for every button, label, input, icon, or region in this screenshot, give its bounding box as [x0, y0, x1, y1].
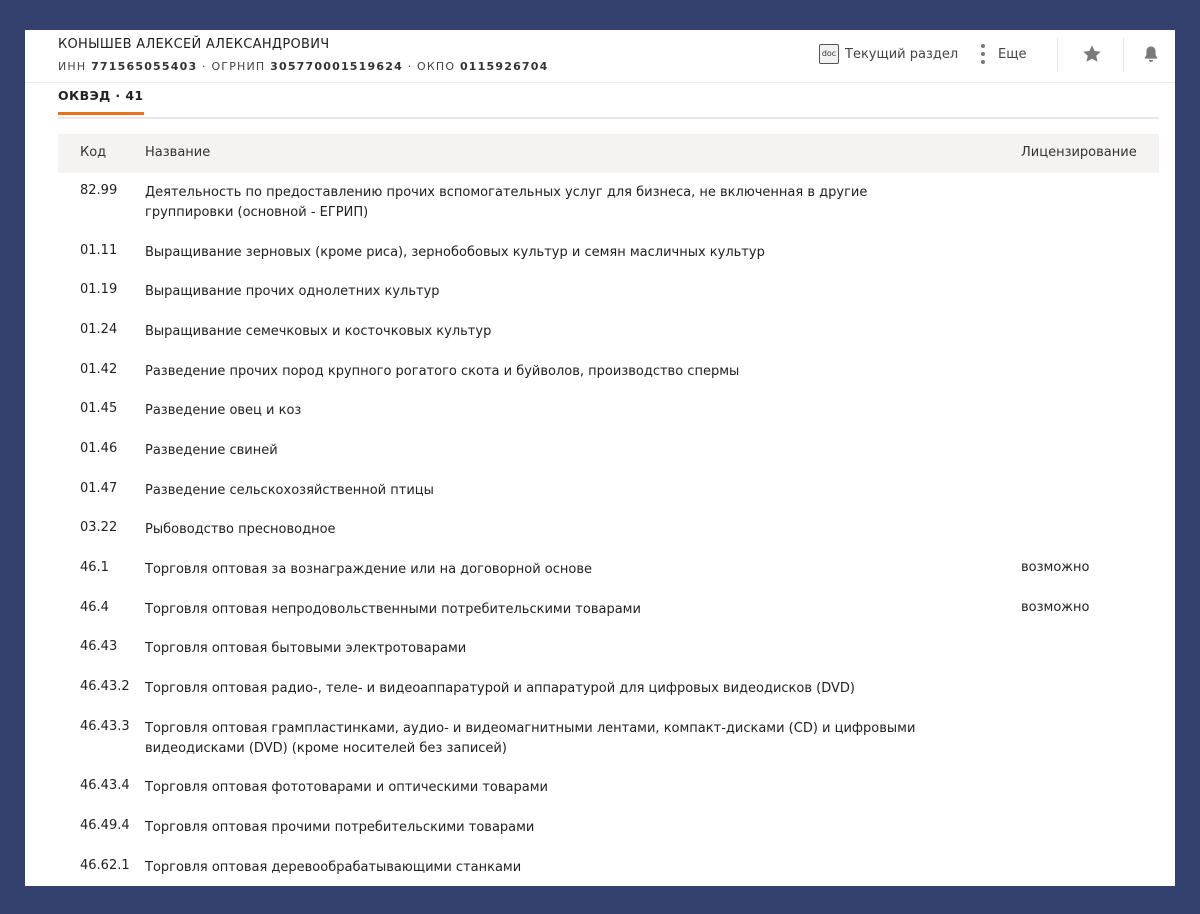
company-ids: [58, 60, 549, 73]
okved-name: Разведение сельскохозяйственной птицы: [145, 482, 434, 498]
okved-name: Деятельность по предоставлению прочих вспомогательных услуг для бизнеса, не включенная в другие группировки (основной - ЕГРИП): [145, 185, 868, 220]
okved-name: Торговля оптовая бытовыми электротоварами: [145, 641, 467, 657]
okved-name: Торговля оптовая непродовольственными потребительскими товарами: [145, 601, 641, 617]
table-row: [58, 272, 1159, 312]
more-label: Еще: [998, 46, 1027, 62]
company-name: КОНЫШЕВ АЛЕКСЕЙ АЛЕКСАНДРОВИЧ: [58, 37, 330, 52]
current-section-button[interactable]: [819, 30, 958, 78]
favorite-button[interactable]: [1081, 30, 1103, 78]
toolbar-divider: [1123, 38, 1124, 72]
okved-code: 03.22: [80, 520, 118, 536]
okved-code: 46.4: [80, 599, 109, 615]
okved-name: Торговля оптовая фототоварами и оптическими товарами: [145, 780, 548, 796]
table-row: [58, 629, 1159, 669]
table-header: [58, 134, 1159, 173]
table-row: [58, 590, 1159, 630]
okved-code: 46.43.4: [80, 778, 130, 794]
okved-name: Торговля оптовая деревообрабатывающими станками: [145, 859, 522, 875]
licensing-status: возможно: [1021, 560, 1090, 575]
more-button[interactable]: [980, 30, 1026, 78]
table-row: [58, 431, 1159, 471]
doc-icon: doc: [819, 44, 839, 64]
main-card: [25, 30, 1175, 886]
okved-code: 46.49.4: [80, 817, 130, 833]
table-row: [58, 709, 1159, 769]
okved-name: Рыбоводство пресноводное: [145, 522, 336, 538]
id-separator: ·: [202, 60, 207, 73]
okved-name: Торговля оптовая радио-, теле- и видеоаппаратурой и аппаратурой для цифровых видеодисков (DVD): [145, 681, 855, 697]
okved-code: 46.62.1: [80, 857, 130, 873]
table-row: [58, 352, 1159, 392]
table-row: [58, 391, 1159, 431]
okved-name: Выращивание семечковых и косточковых культур: [145, 323, 492, 339]
table-row: [58, 848, 1159, 886]
toolbar-divider: [1057, 38, 1058, 72]
column-header-licensing: Лицензирование: [1021, 145, 1137, 160]
okved-code: 46.43.3: [80, 718, 130, 734]
okved-table: [58, 134, 1159, 886]
okved-code: 01.46: [80, 440, 118, 456]
okved-name: Выращивание зерновых (кроме риса), зернобобовых культур и семян масличных культур: [145, 244, 765, 260]
table-row: [58, 808, 1159, 848]
okved-code: 01.24: [80, 321, 118, 337]
inn-label: ИНН: [58, 60, 87, 73]
id-separator: ·: [407, 60, 413, 73]
okved-code: 46.43.2: [80, 679, 130, 695]
table-row: [58, 173, 1159, 233]
table-row: [58, 471, 1159, 511]
star-icon: [1081, 43, 1103, 65]
okved-name: Разведение свиней: [145, 442, 278, 458]
table-row: [58, 233, 1159, 273]
company-header: [25, 30, 1175, 83]
okpo-label: ОКПО: [417, 60, 456, 73]
current-section-label: Текущий раздел: [845, 46, 959, 62]
ogrnip-value: 305770001519624: [270, 60, 403, 73]
okved-code: 46.43: [80, 639, 118, 655]
okved-name: Разведение овец и коз: [145, 403, 302, 419]
column-header-name: Название: [145, 145, 211, 160]
okved-name: Торговля оптовая прочими потребительскими товарами: [145, 819, 535, 835]
table-row: [58, 550, 1159, 590]
okved-code: 01.11: [80, 242, 118, 258]
table-row: [58, 312, 1159, 352]
okved-name: Торговля оптовая грампластинками, аудио- и видеомагнитными лентами, компакт-дисками (CD) и цифровыми видеодисками (DVD) (кроме носителей без записей): [145, 720, 916, 756]
okved-code: 01.42: [80, 361, 118, 377]
okved-code: 01.19: [80, 282, 118, 298]
toolbar: [805, 30, 1175, 82]
okved-name: Торговля оптовая за вознаграждение или на договорной основе: [145, 562, 593, 577]
okved-name: Разведение прочих пород крупного рогатого скота и буйволов, производство спермы: [145, 363, 740, 379]
table-row: [58, 510, 1159, 550]
licensing-status: возможно: [1021, 599, 1090, 615]
column-header-code: Код: [80, 145, 107, 160]
section-tabs: [58, 82, 1159, 119]
okved-code: 82.99: [80, 183, 118, 198]
okpo-value: 0115926704: [459, 60, 549, 73]
okved-name: Выращивание прочих однолетних культур: [145, 284, 440, 300]
table-row: [58, 669, 1159, 709]
okved-code: 46.1: [80, 560, 109, 575]
ogrnip-label: ОГРНИП: [211, 60, 266, 73]
bell-icon: [1141, 43, 1161, 65]
table-row: [58, 768, 1159, 808]
inn-value: 771565055403: [91, 60, 198, 73]
okved-code: 01.45: [80, 401, 118, 417]
okved-code: 01.47: [80, 480, 118, 496]
more-dots-icon: [980, 44, 986, 64]
tab-okved[interactable]: ОКВЭД · 41: [58, 88, 144, 115]
notifications-button[interactable]: [1141, 30, 1161, 78]
